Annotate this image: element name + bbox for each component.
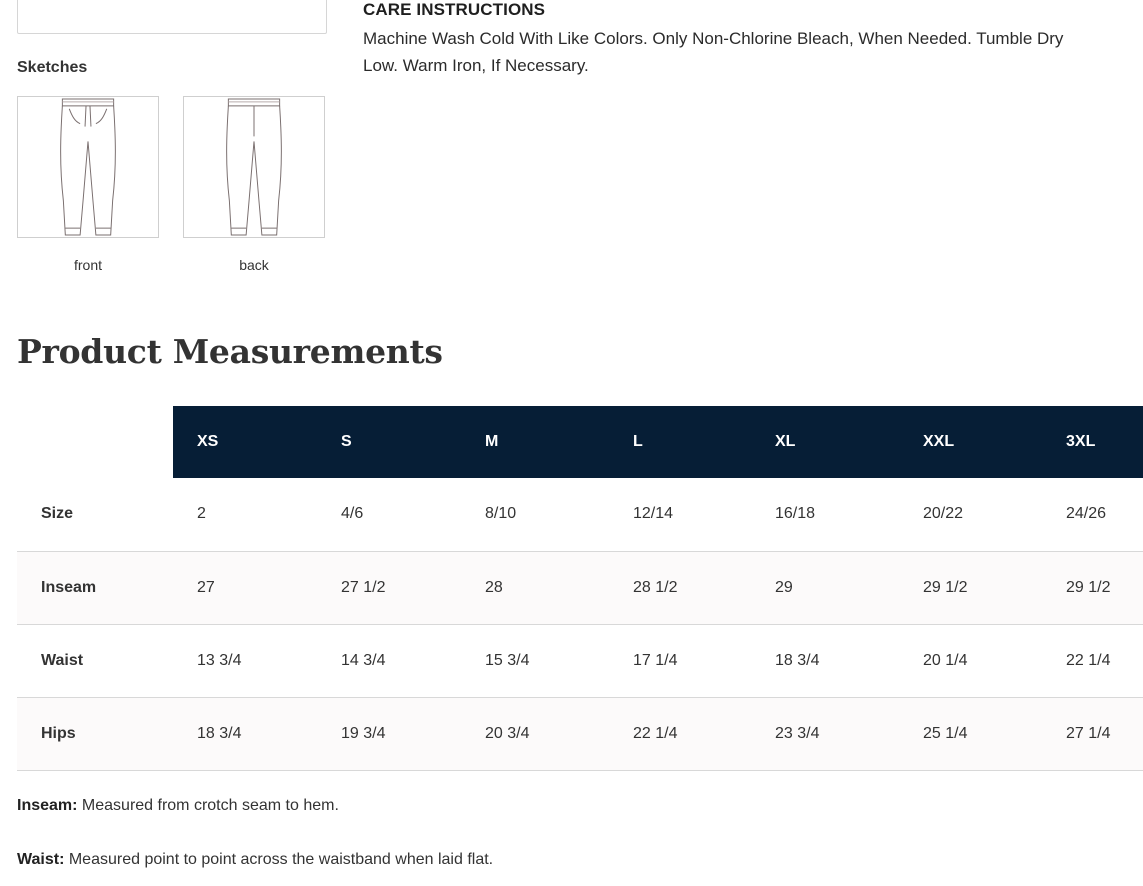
- row-label-hips: Hips: [17, 697, 173, 770]
- size-header-row: [17, 406, 1143, 478]
- table-cell: 19 3/4: [317, 697, 461, 770]
- inseam-note-text: Measured from crotch seam to hem.: [77, 797, 339, 814]
- pants-back-sketch-icon: [184, 97, 324, 237]
- size-header-xl: XL: [751, 406, 899, 478]
- table-cell: 23 3/4: [751, 697, 899, 770]
- table-cell: 22 1/4: [1042, 624, 1143, 697]
- pants-front-sketch-icon: [18, 97, 158, 237]
- size-header-m: M: [461, 406, 609, 478]
- table-cell: 22 1/4: [609, 697, 751, 770]
- table-cell: 4/6: [317, 478, 461, 551]
- table-cell: 28 1/2: [609, 551, 751, 624]
- table-row-size: [17, 478, 1143, 551]
- table-cell: 29 1/2: [1042, 551, 1143, 624]
- table-cell: 2: [173, 478, 317, 551]
- size-header-xxl: XXL: [899, 406, 1042, 478]
- table-cell: 20 1/4: [899, 624, 1042, 697]
- sketch-front-thumbnail[interactable]: [17, 96, 159, 238]
- table-cell: 29 1/2: [899, 551, 1042, 624]
- inseam-note: [17, 797, 339, 815]
- table-cell: 13 3/4: [173, 624, 317, 697]
- table-row-waist: [17, 624, 1143, 697]
- table-cell: 18 3/4: [751, 624, 899, 697]
- sketch-back-thumbnail[interactable]: [183, 96, 325, 238]
- care-instructions-text: Machine Wash Cold With Like Colors. Only Non-Chlorine Bleach, When Needed. Tumble Dry Low. Warm Iron, If Necessary.: [363, 29, 1064, 75]
- table-cell: 27 1/4: [1042, 697, 1143, 770]
- table-cell: 18 3/4: [173, 697, 317, 770]
- header-corner-cell: [17, 406, 173, 478]
- table-cell: 12/14: [609, 478, 751, 551]
- row-label-inseam: Inseam: [17, 551, 173, 624]
- sketch-front-caption: front: [73, 257, 102, 273]
- size-header-3xl: 3XL: [1042, 406, 1143, 478]
- table-cell: 28: [461, 551, 609, 624]
- table-row-inseam: [17, 551, 1143, 624]
- table-cell: 17 1/4: [609, 624, 751, 697]
- table-cell: 20/22: [899, 478, 1042, 551]
- table-cell: 16/18: [751, 478, 899, 551]
- table-cell: 29: [751, 551, 899, 624]
- product-image-thumbnail[interactable]: [17, 0, 327, 34]
- care-instructions-heading: CARE INSTRUCTIONS: [363, 0, 546, 19]
- row-label-size: Size: [17, 478, 173, 551]
- table-cell: 24/26: [1042, 478, 1143, 551]
- size-header-s: S: [317, 406, 461, 478]
- waist-note-text: Measured point to point across the waistband when laid flat.: [64, 851, 494, 868]
- row-label-waist: Waist: [17, 624, 173, 697]
- table-cell: 8/10: [461, 478, 609, 551]
- table-cell: 25 1/4: [899, 697, 1042, 770]
- product-measurements-heading: Product Measurements: [17, 332, 443, 371]
- table-cell: 15 3/4: [461, 624, 609, 697]
- inseam-note-label: Inseam:: [17, 797, 78, 814]
- table-cell: 14 3/4: [317, 624, 461, 697]
- waist-note: [17, 851, 493, 869]
- table-cell: 27: [173, 551, 317, 624]
- measurements-table: [17, 406, 1143, 771]
- sketches-heading: Sketches: [17, 59, 88, 76]
- table-cell: 27 1/2: [317, 551, 461, 624]
- table-cell: 20 3/4: [461, 697, 609, 770]
- size-header-xs: XS: [173, 406, 317, 478]
- size-header-l: L: [609, 406, 751, 478]
- waist-note-label: Waist:: [17, 851, 65, 868]
- sketch-back-caption: back: [239, 257, 269, 273]
- table-row-hips: [17, 697, 1143, 770]
